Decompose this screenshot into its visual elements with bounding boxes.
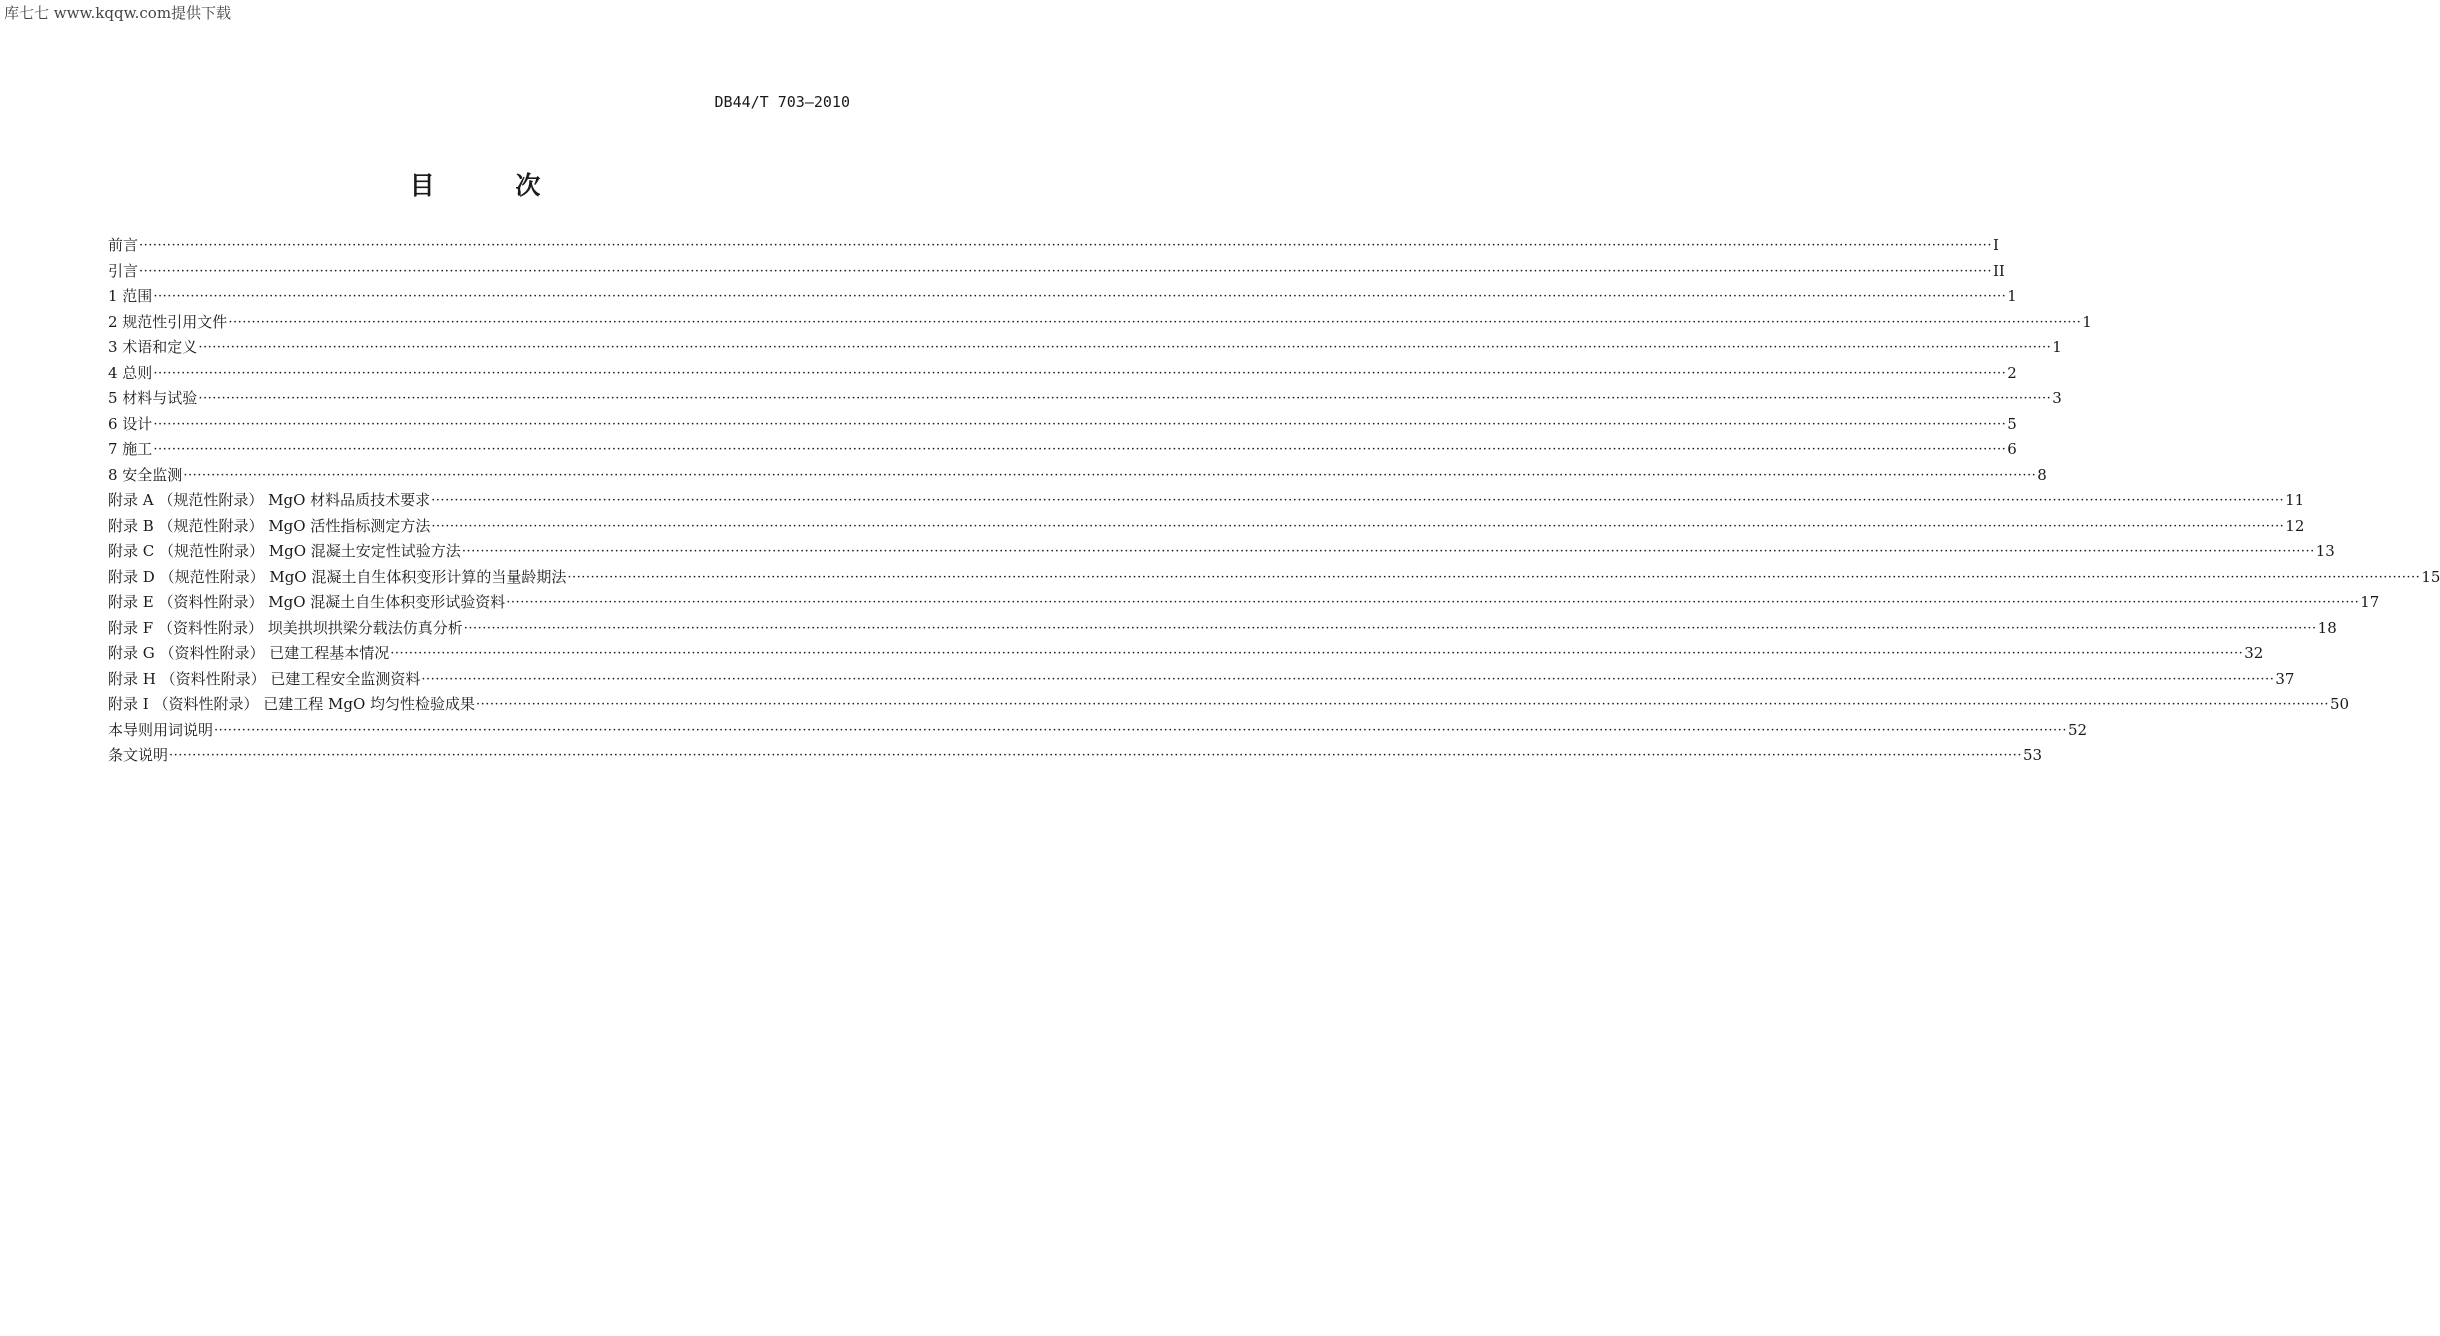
watermark-text: 库七七 www.kqqw.com提供下载 bbox=[4, 4, 232, 22]
toc-entry-page: 37 bbox=[2275, 669, 2295, 688]
toc-entry-label: 本导则用词说明 bbox=[108, 720, 214, 739]
toc-entry-page: 1 bbox=[2052, 338, 2062, 356]
toc-entry-label: 1 范围 bbox=[108, 287, 153, 305]
toc-entry-page: 17 bbox=[2360, 593, 2380, 611]
toc-entry-label: 引言 bbox=[108, 261, 139, 280]
toc-leader-dots: ················································································································································································································································································································································································································ bbox=[476, 697, 2329, 712]
toc-entry[interactable] bbox=[108, 692, 2350, 718]
toc-entry-page: 1 bbox=[2007, 287, 2017, 305]
toc-entry[interactable] bbox=[108, 743, 2043, 769]
toc-entry-page: 53 bbox=[2022, 746, 2043, 764]
toc-entry-label: 附录 E （资料性附录） MgO 混凝土自生体积变形试验资料 bbox=[108, 593, 506, 611]
toc-entry[interactable] bbox=[108, 335, 2062, 361]
toc-entry-page: 5 bbox=[2007, 414, 2017, 433]
toc-leader-dots: ················································································································································································································································································································································································································ bbox=[153, 365, 2007, 381]
toc-entry-label: 附录 I （资料性附录） 已建工程 MgO 均匀性检验成果 bbox=[108, 695, 476, 713]
toc-entry-page: 32 bbox=[2244, 644, 2264, 662]
toc-entry[interactable] bbox=[108, 412, 2017, 438]
toc-leader-dots: ················································································································································································································································································································································································································ bbox=[431, 493, 2285, 508]
toc-entry[interactable] bbox=[108, 437, 2017, 463]
toc-entry[interactable] bbox=[108, 539, 2335, 565]
toc-entry-label: 条文说明 bbox=[108, 746, 169, 764]
page-title: 目 次 bbox=[409, 171, 577, 200]
toc-entry-label: 附录 A （规范性附录） MgO 材料品质技术要求 bbox=[108, 491, 431, 509]
toc-leader-dots: ················································································································································································································································································································································································································ bbox=[567, 569, 2421, 585]
toc-entry[interactable] bbox=[108, 284, 2017, 310]
toc-entry-page: 6 bbox=[2007, 440, 2017, 458]
toc-leader-dots: ················································································································································································································································································································································································································ bbox=[139, 238, 1992, 253]
toc-entry-page: 11 bbox=[2285, 491, 2305, 509]
toc-entry-label: 5 材料与试验 bbox=[108, 389, 198, 407]
toc-entry[interactable] bbox=[108, 565, 2440, 591]
toc-entry-label: 4 总则 bbox=[108, 363, 153, 382]
toc-entry-page: 8 bbox=[2037, 465, 2047, 484]
toc-leader-dots: ················································································································································································································································································································································································································ bbox=[421, 671, 2275, 687]
toc-entry[interactable] bbox=[108, 259, 2005, 285]
toc-entry[interactable] bbox=[108, 590, 2380, 616]
table-of-contents bbox=[108, 233, 2440, 769]
toc-leader-dots: ················································································································································································································································································································································································································ bbox=[228, 314, 2082, 330]
toc-entry-label: 附录 H （资料性附录） 已建工程安全监测资料 bbox=[108, 669, 421, 688]
toc-leader-dots: ················································································································································································································································································································································································································ bbox=[183, 467, 2037, 483]
toc-entry-page: 50 bbox=[2329, 695, 2350, 713]
toc-leader-dots: ················································································································································································································································································································································································································ bbox=[153, 416, 2007, 432]
toc-entry[interactable] bbox=[108, 488, 2305, 514]
toc-entry-label: 前言 bbox=[108, 236, 139, 254]
toc-entry-page: 13 bbox=[2315, 542, 2335, 560]
toc-leader-dots: ················································································································································································································································································································································································································ bbox=[139, 263, 1992, 279]
toc-entry-page: 18 bbox=[2317, 618, 2337, 637]
toc-leader-dots: ················································································································································································································································································································································································································ bbox=[153, 289, 2007, 304]
toc-leader-dots: ················································································································································································································································································································································································································ bbox=[198, 340, 2052, 355]
toc-entry-label: 8 安全监测 bbox=[108, 465, 183, 484]
toc-entry-label: 附录 D （规范性附录） MgO 混凝土自生体积变形计算的当量龄期法 bbox=[108, 567, 567, 586]
document-code: DB44/T 703—2010 bbox=[714, 93, 850, 111]
toc-entry-label: 2 规范性引用文件 bbox=[108, 312, 228, 331]
toc-entry-label: 6 设计 bbox=[108, 414, 153, 433]
toc-entry[interactable] bbox=[108, 641, 2264, 667]
toc-leader-dots: ················································································································································································································································································································································································································ bbox=[214, 722, 2067, 738]
toc-entry[interactable] bbox=[108, 463, 2047, 489]
toc-entry-label: 附录 F （资料性附录） 坝美拱坝拱梁分载法仿真分析 bbox=[108, 618, 463, 637]
toc-entry-page: 15 bbox=[2421, 567, 2440, 586]
toc-leader-dots: ················································································································································································································································································································································································································ bbox=[461, 544, 2315, 559]
toc-entry-page: 2 bbox=[2007, 363, 2017, 382]
toc-entry[interactable] bbox=[108, 616, 2337, 642]
toc-entry-page: 12 bbox=[2285, 516, 2305, 535]
toc-leader-dots: ················································································································································································································································································································································································································ bbox=[390, 646, 2244, 661]
toc-entry[interactable] bbox=[108, 233, 1999, 259]
toc-entry-label: 附录 G （资料性附录） 已建工程基本情况 bbox=[108, 644, 390, 662]
toc-entry-page: 1 bbox=[2082, 312, 2092, 331]
toc-entry-page: 52 bbox=[2067, 720, 2088, 739]
toc-leader-dots: ················································································································································································································································································································································································································ bbox=[506, 595, 2360, 610]
toc-entry-label: 附录 C （规范性附录） MgO 混凝土安定性试验方法 bbox=[108, 542, 461, 560]
toc-entry[interactable] bbox=[108, 386, 2062, 412]
toc-entry-page: II bbox=[1992, 261, 2005, 280]
toc-entry[interactable] bbox=[108, 718, 2088, 744]
toc-leader-dots: ················································································································································································································································································································································································································ bbox=[463, 620, 2317, 636]
toc-entry[interactable] bbox=[108, 361, 2017, 387]
toc-entry-page: 3 bbox=[2052, 389, 2062, 407]
toc-entry[interactable] bbox=[108, 667, 2295, 693]
toc-entry-page: I bbox=[1992, 236, 1999, 254]
toc-leader-dots: ················································································································································································································································································································································································································ bbox=[431, 518, 2285, 534]
toc-entry[interactable] bbox=[108, 514, 2305, 540]
toc-entry-label: 3 术语和定义 bbox=[108, 338, 198, 356]
toc-entry[interactable] bbox=[108, 310, 2092, 336]
toc-leader-dots: ················································································································································································································································································································································································································ bbox=[169, 748, 2022, 763]
toc-entry-label: 附录 B （规范性附录） MgO 活性指标测定方法 bbox=[108, 516, 431, 535]
toc-entry-label: 7 施工 bbox=[108, 440, 153, 458]
toc-leader-dots: ················································································································································································································································································································································································································ bbox=[153, 442, 2007, 457]
toc-leader-dots: ················································································································································································································································································································································································································ bbox=[198, 391, 2052, 406]
